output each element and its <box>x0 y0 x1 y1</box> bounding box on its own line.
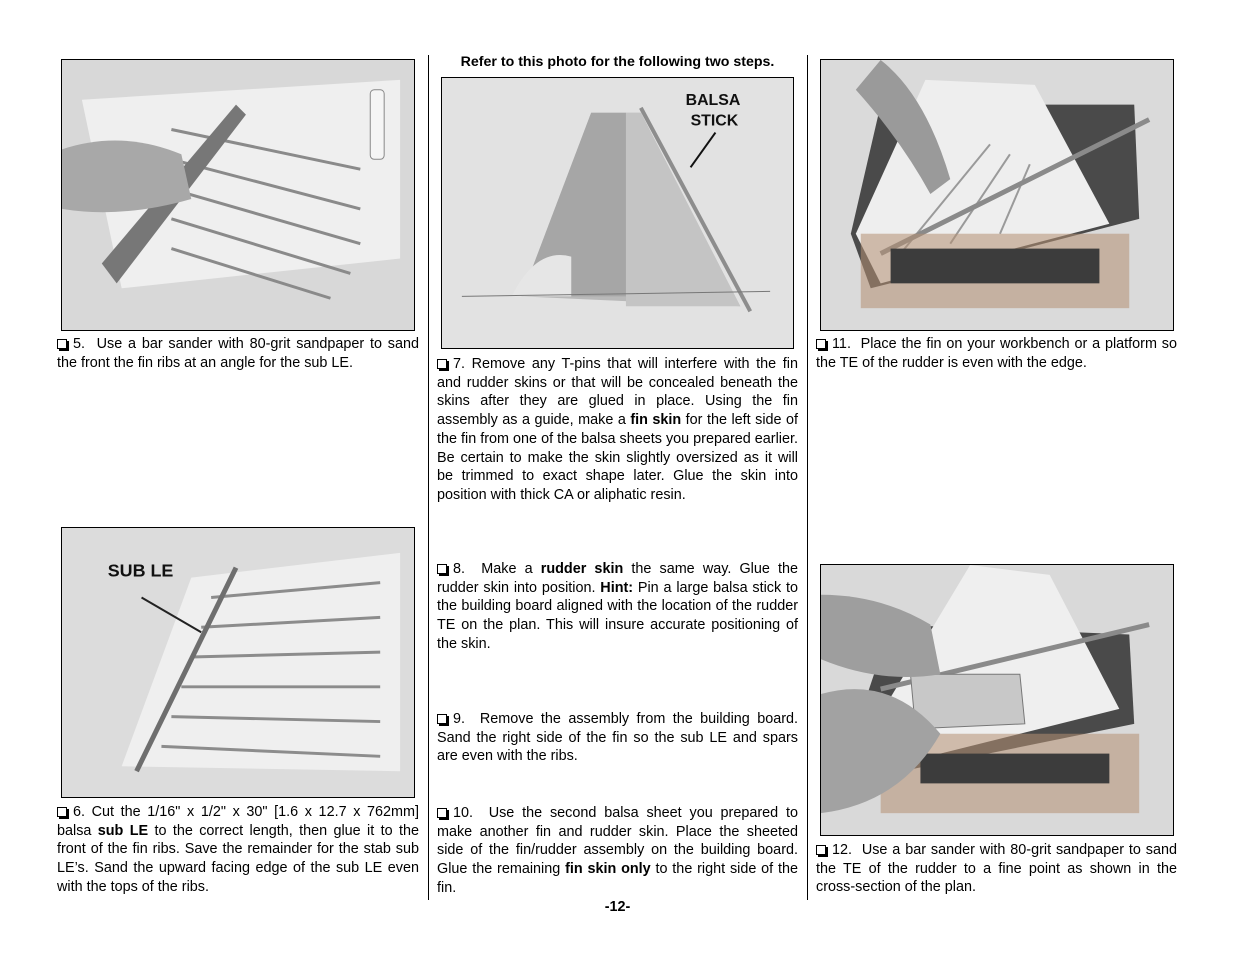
photo-step-7-balsa-stick <box>441 77 794 349</box>
step-7: 7. Remove any T-pins that will interfere with the fin and rudder skins or that will be concealed beneath the skins after they are glued in place. Using the fin assembly as a guide, make a fin skin for the left side of the fin from one of the balsa sheets you prepared earlier. Be certain to make the skin slightly oversized as it will be trimmed to exact shape later. Glue the skin into position with thick CA or aliphatic resin. <box>437 356 799 503</box>
step-11: 11. Place the fin on your workbench or a platform so the TE of the rudder is even with the edge. <box>816 336 1177 371</box>
photo-label-sub-le: SUB LE <box>107 560 174 581</box>
checkbox-icon[interactable] <box>437 714 447 724</box>
step-10: 10. Use the second balsa sheet you prepared to make another fin and rudder skin. Place the sheeted side of the fin/rudder assembly on the building board. Glue the remaining fin skin only to the right side of the fin. <box>437 805 798 896</box>
step-12: 12. Use a bar sander with 80-grit sandpaper to sand the TE of the rudder to a fine point as shown in the cross-section of the plan. <box>816 842 1177 896</box>
checkbox-icon[interactable] <box>57 807 67 817</box>
step-6: 6. Cut the 1/16" x 1/2" x 30" [1.6 x 12.7 x 762mm] balsa sub LE to the correct length, then glue it to the front of the fin ribs. Save the remainder for the stab sub LE’s. Sand the upward facing edge of the sub LE even with the tops of the ribs. <box>57 804 419 895</box>
step-9: 9. Remove the assembly from the building board. Sand the right side of the fin so the sub LE and spars are even with the ribs. <box>437 711 799 765</box>
checkbox-icon[interactable] <box>437 359 447 369</box>
photo-step-6-sub-le <box>61 527 415 798</box>
column-divider-right <box>807 55 808 900</box>
photo-label-stick: STICK <box>690 112 739 130</box>
checkbox-icon[interactable] <box>57 339 67 349</box>
step-8: 8. Make a rudder skin the same way. Glue the rudder skin into position. Hint: Pin a large balsa stick to the building board aligned with the location of the rudder TE on the plan. This will insure accurate positioning of the skin. <box>437 561 798 652</box>
photo-step-12-sanding-te <box>820 564 1174 836</box>
column-divider-left <box>428 55 429 900</box>
checkbox-icon[interactable] <box>437 564 447 574</box>
checkbox-icon[interactable] <box>816 339 826 349</box>
step-5: 5. Use a bar sander with 80-grit sandpaper to sand the front the fin ribs at an angle for the sub LE. <box>57 336 420 371</box>
photo-step-11-fin-on-platform <box>820 59 1174 331</box>
checkbox-icon[interactable] <box>437 808 447 818</box>
photo-reference-heading: Refer to this photo for the following two steps. <box>460 54 775 70</box>
page-number: -12- <box>604 899 631 915</box>
photo-label-balsa: BALSA <box>685 91 741 109</box>
checkbox-icon[interactable] <box>816 845 826 855</box>
photo-step-5-bar-sander <box>61 59 415 331</box>
